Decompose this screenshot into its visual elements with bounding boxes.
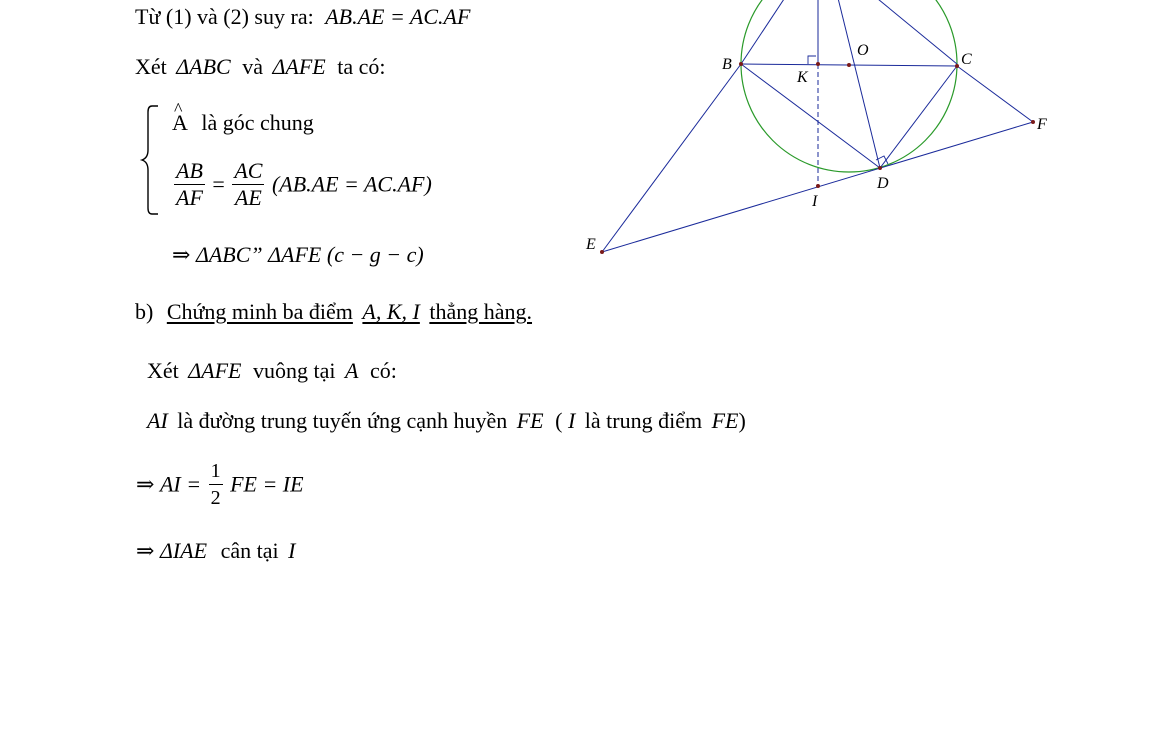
part-b-points: A, K, I [362, 299, 420, 324]
xet2-suffix: có: [369, 358, 397, 383]
point-k [816, 62, 820, 66]
statement-line-1 [135, 3, 470, 31]
point-o [847, 63, 851, 67]
label-b: B [722, 56, 732, 73]
eq-rhs: FE = IE [230, 471, 304, 497]
right-angle-k [808, 56, 816, 64]
row1-text: là góc chung [201, 110, 314, 135]
frac1-numerator: AB [176, 158, 203, 183]
frac2-numerator: AC [234, 158, 263, 183]
system-row-1 [172, 109, 314, 137]
xet2-triangle: ΔAFE [188, 358, 242, 383]
ai-text1: là đường trung tuyến ứng cạnh huyền [177, 408, 508, 433]
point-i [816, 184, 820, 188]
line2-word: Xét [135, 54, 167, 79]
line-right-triangle [147, 357, 397, 385]
equals-sign: = [212, 171, 225, 197]
line2-triangle-afe: ΔAFE [272, 54, 326, 79]
label-o: O [857, 42, 869, 59]
ai-seg: AI [147, 408, 168, 433]
segment-ab [741, 0, 790, 64]
line1-formula: AB.AE = AC.AF [325, 4, 471, 29]
fraction-ab-af [174, 158, 205, 211]
part-b-title-post: thẳng hàng. [429, 299, 533, 324]
label-i: I [812, 193, 818, 210]
segment-cd [880, 66, 957, 168]
ai-close: ) [738, 408, 746, 433]
part-b-title-pre: Chứng minh ba điểm [166, 299, 353, 324]
point-d [878, 166, 882, 170]
system-row-2 [172, 158, 432, 211]
fraction-half [209, 458, 223, 511]
ai-fe2: FE [711, 408, 739, 433]
row2-paren: (AB.AE = AC.AF) [271, 171, 432, 197]
line2-and: và [242, 54, 263, 79]
label-e: E [586, 236, 596, 253]
circle-o [741, 0, 957, 172]
line-isosceles [136, 537, 295, 565]
label-d: D [877, 175, 889, 192]
point-b [739, 62, 743, 66]
eq-lhs: AI = [159, 471, 202, 497]
can-point: I [288, 538, 296, 563]
xet2-mid: vuông tại [253, 358, 336, 383]
fraction-ac-ae [232, 158, 264, 211]
xet2-point: A [345, 358, 359, 383]
part-b-heading [135, 298, 532, 326]
frac2-denominator: AE [234, 185, 262, 210]
can-text: cân tại [220, 538, 279, 563]
segment-be [602, 64, 741, 252]
geometry-figure [560, 0, 1080, 270]
line1-prefix: Từ (1) và (2) suy ra: [135, 4, 314, 29]
segment-cf [957, 66, 1033, 122]
conclusion-similar [172, 241, 424, 269]
point-e [600, 250, 604, 254]
ai-open: ( [555, 408, 563, 433]
point-c [955, 64, 959, 68]
xet2-word: Xét [147, 358, 179, 383]
eq-arrow: ⇒ [136, 471, 155, 497]
label-f: F [1037, 116, 1047, 133]
system-brace [138, 104, 164, 216]
segment-bd [741, 64, 880, 168]
can-triangle: ΔIAE [159, 538, 208, 563]
angle-a: ^ A [172, 109, 188, 137]
ai-text2: là trung điểm [584, 408, 703, 433]
line2-suffix: ta có: [337, 54, 386, 79]
ai-i: I [567, 408, 576, 433]
statement-line-2 [135, 53, 386, 81]
segment-ac [867, 0, 957, 64]
frac1-denominator: AF [176, 185, 203, 210]
point-f [1031, 120, 1035, 124]
label-k: K [797, 69, 808, 86]
line2-triangle-abc: ΔABC [176, 54, 231, 79]
half-denominator: 2 [210, 487, 221, 509]
segment-ad [836, 0, 880, 168]
line-ai-equation [136, 458, 304, 511]
similar-text: ΔABC” ΔAFE [195, 242, 322, 267]
similar-case: (c − g − c) [326, 242, 424, 267]
line-median [147, 407, 746, 435]
label-c: C [961, 51, 972, 68]
part-b-label: b) [135, 299, 154, 324]
ai-fe: FE [516, 408, 544, 433]
half-numerator: 1 [209, 458, 223, 485]
can-arrow: ⇒ [136, 538, 155, 563]
implies-arrow: ⇒ [172, 242, 191, 267]
